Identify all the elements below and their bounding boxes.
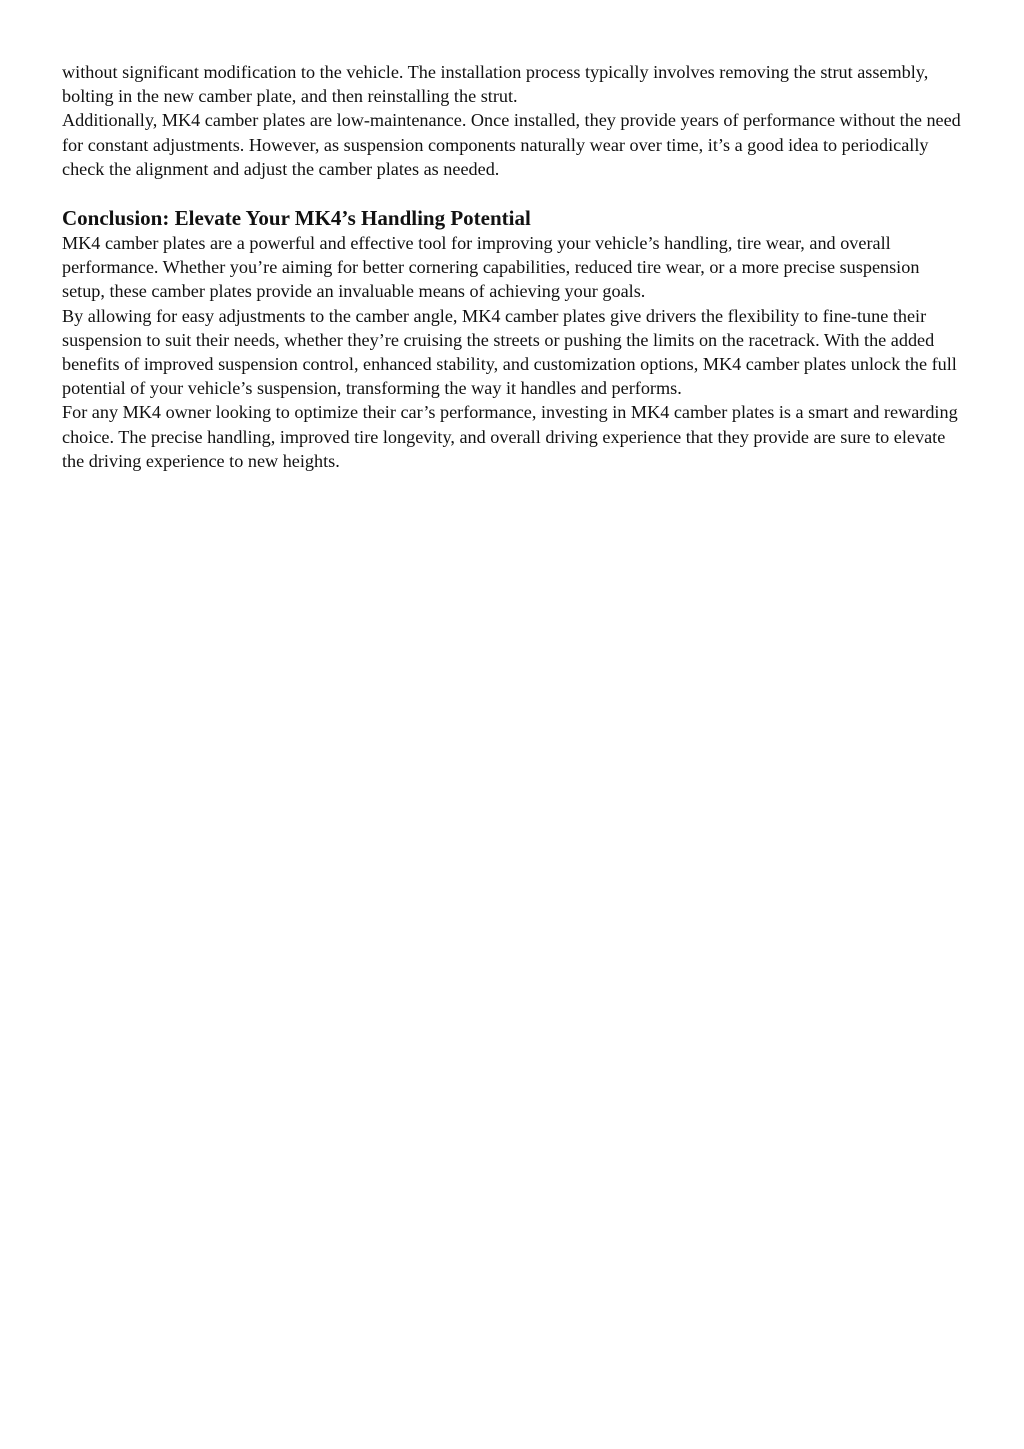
section-heading-conclusion: Conclusion: Elevate Your MK4’s Handling Potential bbox=[62, 206, 531, 231]
paragraph-adjustments: By allowing for easy adjustments to the camber angle, MK4 camber plates give drivers the flexibility to fine-tune their suspension to suit their needs, whether they’re cruising the streets or pushing the limits on the racetrack. With the added benefits of improved suspension control, enhanced stability, and customization options, MK4 camber plates unlock the full potential of your vehicle’s suspension, transforming the way it handles and performs. bbox=[62, 305, 957, 399]
paragraph-maintenance: Additionally, MK4 camber plates are low-maintenance. Once installed, they provide years of performance without the need for constant adjustments. However, as suspension components naturally wear over time, it’s a good idea to periodically check the alignment and adjust the camber plates as needed. bbox=[62, 110, 961, 179]
paragraph-conclusion-intro: MK4 camber plates are a powerful and effective tool for improving your vehicle’s handling, tire wear, and overall performance. Whether you’re aiming for better cornering capabilities, reduced tire wear, or a more precise suspension setup, these camber plates provide an invaluable means of achieving your goals. bbox=[62, 233, 920, 302]
paragraph-recommendation: For any MK4 owner looking to optimize their car’s performance, investing in MK4 camber plates is a smart and rewarding choice. The precise handling, improved tire longevity, and overall driving experience that they provide are sure to elevate the driving experience to new heights. bbox=[62, 402, 958, 471]
paragraph-installation: without significant modification to the vehicle. The installation process typically involves removing the strut assembly, bolting in the new camber plate, and then reinstalling the strut. bbox=[62, 62, 929, 107]
document-page bbox=[62, 60, 962, 473]
